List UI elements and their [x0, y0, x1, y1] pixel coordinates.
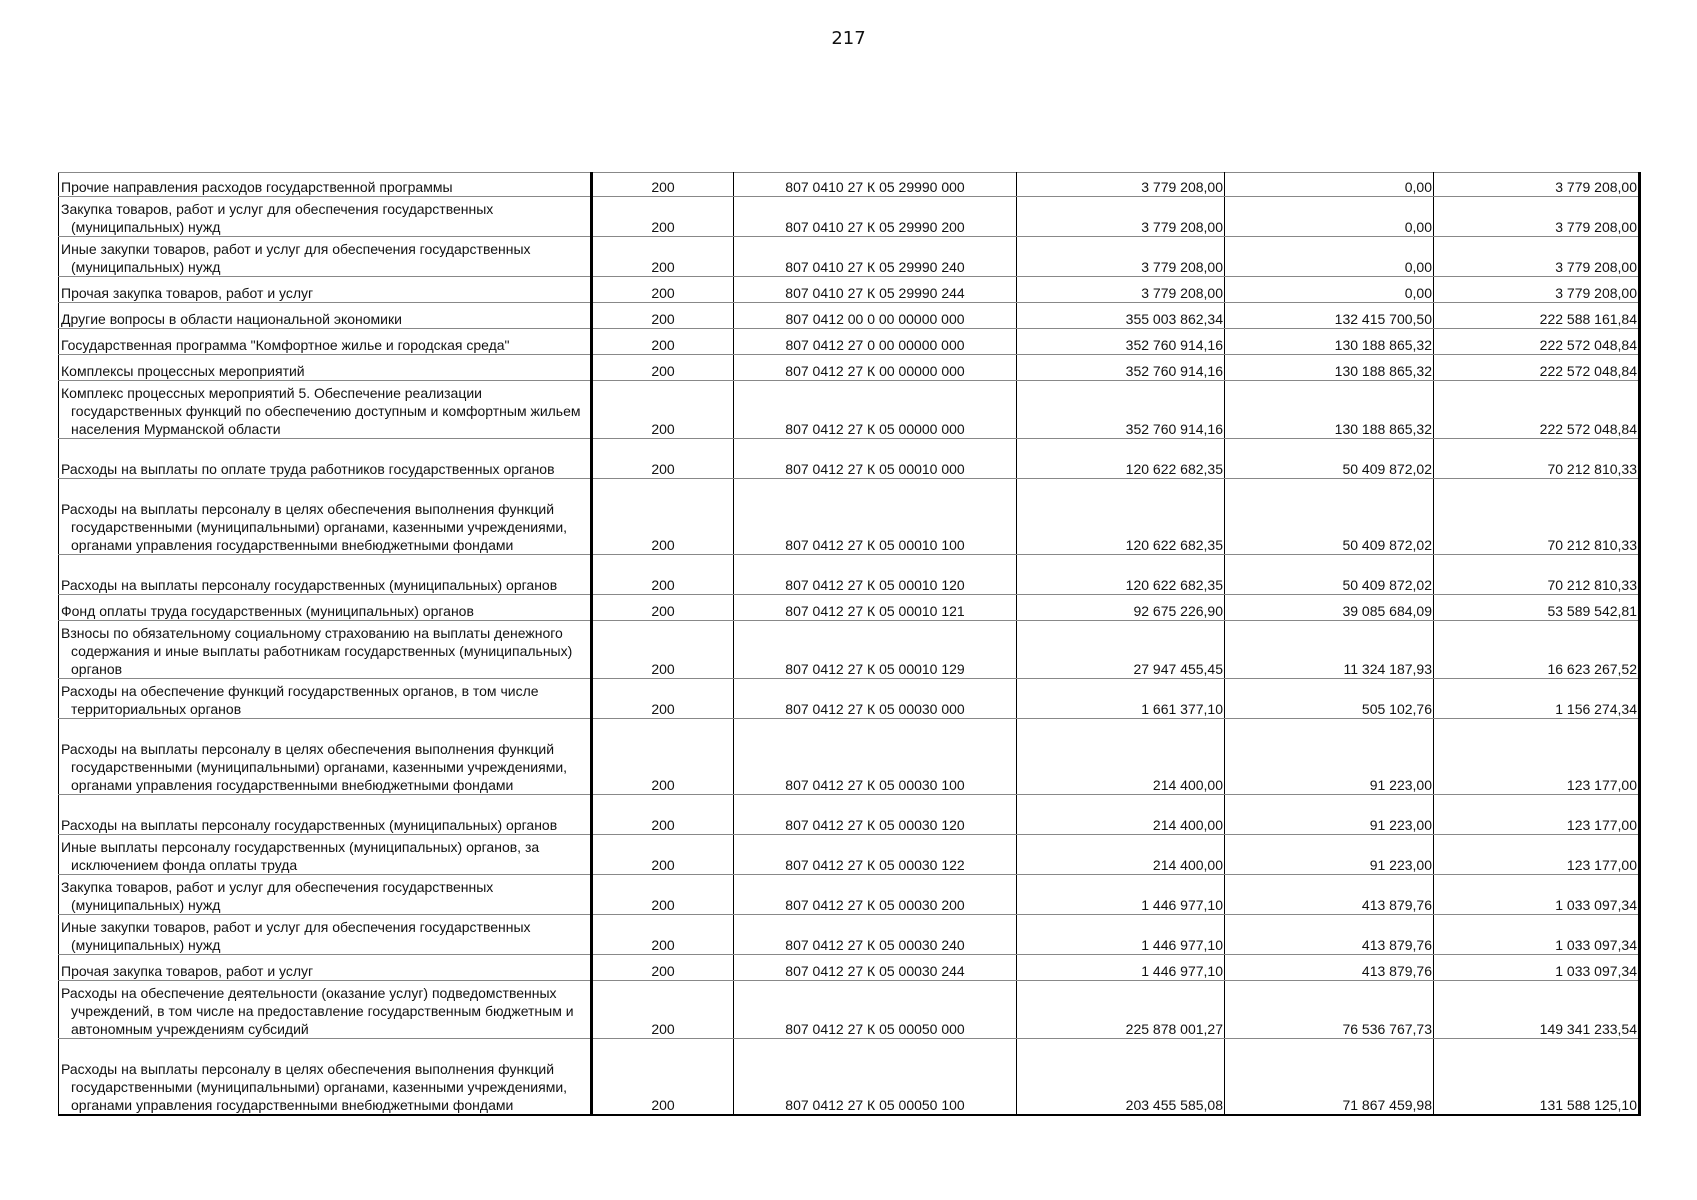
row-name-text: Прочая закупка товаров, работ и услуг — [61, 285, 314, 301]
row-remaining-amount-cell: 3 779 208,00 — [1434, 173, 1640, 197]
row-remaining-amount-cell: 123 177,00 — [1434, 835, 1640, 875]
row-name-cell — [59, 1039, 592, 1115]
row-line-code-cell: 200 — [592, 719, 734, 795]
row-line-code-cell: 200 — [592, 439, 734, 479]
row-name-text: Расходы на выплаты персоналу государственных (муниципальных) органов — [61, 817, 558, 833]
row-approved-amount-cell: 203 455 585,08 — [1017, 1039, 1225, 1115]
row-name-cell — [59, 555, 592, 595]
row-budget-code-cell: 807 0412 27 К 00 00000 000 — [734, 355, 1017, 381]
row-executed-amount-cell: 130 188 865,32 — [1225, 329, 1434, 355]
row-budget-code-cell: 807 0412 27 К 05 00010 120 — [734, 555, 1017, 595]
row-executed-amount-cell: 76 536 767,73 — [1225, 981, 1434, 1039]
row-remaining-amount-cell: 3 779 208,00 — [1434, 277, 1640, 303]
row-name-cell — [59, 197, 592, 237]
row-name-cell — [59, 381, 592, 439]
table-row — [59, 173, 1640, 197]
table-row — [59, 679, 1640, 719]
row-name-cell — [59, 719, 592, 795]
row-name-text: Иные закупки товаров, работ и услуг для обеспечения государственных (муниципальных) нужд — [61, 241, 531, 275]
table-row — [59, 719, 1640, 795]
row-name-text: Расходы на выплаты персоналу в целях обеспечения выполнения функций государственными (муниципальными) органами, казенными учреждениями, органами управления государственными внебюджетными фондами — [61, 741, 568, 793]
row-approved-amount-cell: 352 760 914,16 — [1017, 355, 1225, 381]
row-budget-code-cell: 807 0412 27 К 05 00030 200 — [734, 875, 1017, 915]
row-name-cell — [59, 955, 592, 981]
row-approved-amount-cell: 1 446 977,10 — [1017, 875, 1225, 915]
row-budget-code-cell: 807 0410 27 К 05 29990 244 — [734, 277, 1017, 303]
budget-table-body — [59, 173, 1640, 1115]
row-line-code-cell: 200 — [592, 1039, 734, 1115]
row-approved-amount-cell: 3 779 208,00 — [1017, 197, 1225, 237]
row-executed-amount-cell: 0,00 — [1225, 197, 1434, 237]
row-remaining-amount-cell: 16 623 267,52 — [1434, 621, 1640, 679]
row-executed-amount-cell: 130 188 865,32 — [1225, 355, 1434, 381]
row-line-code-cell: 200 — [592, 875, 734, 915]
row-executed-amount-cell: 11 324 187,93 — [1225, 621, 1434, 679]
row-budget-code-cell: 807 0412 27 К 05 00000 000 — [734, 381, 1017, 439]
row-name-text: Иные выплаты персоналу государственных (муниципальных) органов, за исключением фонда оплаты труда — [61, 839, 540, 873]
row-line-code-cell: 200 — [592, 621, 734, 679]
row-budget-code-cell: 807 0412 27 К 05 00030 240 — [734, 915, 1017, 955]
row-remaining-amount-cell: 123 177,00 — [1434, 795, 1640, 835]
row-name-cell — [59, 981, 592, 1039]
row-name-cell — [59, 303, 592, 329]
row-remaining-amount-cell: 70 212 810,33 — [1434, 439, 1640, 479]
row-name-text: Государственная программа "Комфортное жилье и городская среда" — [61, 337, 510, 353]
row-approved-amount-cell: 225 878 001,27 — [1017, 981, 1225, 1039]
row-name-cell — [59, 329, 592, 355]
row-name-text: Расходы на выплаты персоналу в целях обеспечения выполнения функций государственными (муниципальными) органами, казенными учреждениями, органами управления государственными внебюджетными фондами — [61, 1060, 568, 1113]
row-remaining-amount-cell: 222 572 048,84 — [1434, 329, 1640, 355]
row-name-text: Комплексы процессных мероприятий — [61, 363, 305, 379]
row-name-text: Взносы по обязательному социальному страхованию на выплаты денежного содержания и иные выплаты работникам государственных (муниципальных) органов — [61, 625, 573, 677]
row-line-code-cell: 200 — [592, 555, 734, 595]
row-executed-amount-cell: 91 223,00 — [1225, 795, 1434, 835]
row-budget-code-cell: 807 0412 27 К 05 00010 000 — [734, 439, 1017, 479]
row-name-cell — [59, 439, 592, 479]
row-remaining-amount-cell: 222 572 048,84 — [1434, 355, 1640, 381]
row-name-cell — [59, 679, 592, 719]
row-approved-amount-cell: 92 675 226,90 — [1017, 595, 1225, 621]
row-approved-amount-cell: 352 760 914,16 — [1017, 381, 1225, 439]
row-line-code-cell: 200 — [592, 329, 734, 355]
row-executed-amount-cell: 0,00 — [1225, 277, 1434, 303]
row-approved-amount-cell: 120 622 682,35 — [1017, 439, 1225, 479]
row-remaining-amount-cell: 1 033 097,34 — [1434, 875, 1640, 915]
row-line-code-cell: 200 — [592, 237, 734, 277]
row-name-cell — [59, 875, 592, 915]
row-name-cell — [59, 237, 592, 277]
table-row — [59, 479, 1640, 555]
row-name-text: Расходы на выплаты персоналу государственных (муниципальных) органов — [61, 577, 558, 593]
table-row — [59, 595, 1640, 621]
row-budget-code-cell: 807 0412 27 К 05 00030 100 — [734, 719, 1017, 795]
table-row — [59, 621, 1640, 679]
row-executed-amount-cell: 413 879,76 — [1225, 915, 1434, 955]
table-row — [59, 835, 1640, 875]
row-line-code-cell: 200 — [592, 173, 734, 197]
row-line-code-cell: 200 — [592, 381, 734, 439]
row-remaining-amount-cell: 222 572 048,84 — [1434, 381, 1640, 439]
row-name-cell — [59, 915, 592, 955]
row-budget-code-cell: 807 0412 00 0 00 00000 000 — [734, 303, 1017, 329]
row-budget-code-cell: 807 0410 27 К 05 29990 240 — [734, 237, 1017, 277]
row-name-cell — [59, 835, 592, 875]
row-line-code-cell: 200 — [592, 981, 734, 1039]
row-name-cell — [59, 621, 592, 679]
row-executed-amount-cell: 130 188 865,32 — [1225, 381, 1434, 439]
row-remaining-amount-cell: 53 589 542,81 — [1434, 595, 1640, 621]
row-executed-amount-cell: 91 223,00 — [1225, 835, 1434, 875]
row-name-text: Комплекс процессных мероприятий 5. Обеспечение реализации государственных функций по обеспечению доступным и комфортным жильем населения Мурманской области — [61, 385, 581, 437]
row-budget-code-cell: 807 0412 27 К 05 00010 121 — [734, 595, 1017, 621]
row-line-code-cell: 200 — [592, 835, 734, 875]
row-remaining-amount-cell: 1 156 274,34 — [1434, 679, 1640, 719]
row-line-code-cell: 200 — [592, 795, 734, 835]
row-executed-amount-cell: 413 879,76 — [1225, 875, 1434, 915]
row-remaining-amount-cell: 1 033 097,34 — [1434, 955, 1640, 981]
row-approved-amount-cell: 120 622 682,35 — [1017, 555, 1225, 595]
table-row — [59, 555, 1640, 595]
row-remaining-amount-cell: 70 212 810,33 — [1434, 555, 1640, 595]
row-approved-amount-cell: 214 400,00 — [1017, 795, 1225, 835]
row-name-text: Прочая закупка товаров, работ и услуг — [61, 963, 314, 979]
row-approved-amount-cell: 1 446 977,10 — [1017, 915, 1225, 955]
row-approved-amount-cell: 120 622 682,35 — [1017, 479, 1225, 555]
budget-table — [58, 172, 1641, 1116]
row-remaining-amount-cell: 149 341 233,54 — [1434, 981, 1640, 1039]
row-name-text: Прочие направления расходов государственной программы — [61, 179, 453, 195]
row-remaining-amount-cell: 222 588 161,84 — [1434, 303, 1640, 329]
row-executed-amount-cell: 0,00 — [1225, 237, 1434, 277]
row-executed-amount-cell: 71 867 459,98 — [1225, 1039, 1434, 1115]
row-executed-amount-cell: 50 409 872,02 — [1225, 479, 1434, 555]
row-line-code-cell: 200 — [592, 197, 734, 237]
row-executed-amount-cell: 0,00 — [1225, 173, 1434, 197]
row-approved-amount-cell: 1 446 977,10 — [1017, 955, 1225, 981]
table-row — [59, 329, 1640, 355]
row-budget-code-cell: 807 0412 27 К 05 00030 000 — [734, 679, 1017, 719]
row-remaining-amount-cell: 70 212 810,33 — [1434, 479, 1640, 555]
row-executed-amount-cell: 50 409 872,02 — [1225, 555, 1434, 595]
row-executed-amount-cell: 505 102,76 — [1225, 679, 1434, 719]
row-budget-code-cell: 807 0412 27 К 05 00030 122 — [734, 835, 1017, 875]
row-executed-amount-cell: 91 223,00 — [1225, 719, 1434, 795]
row-approved-amount-cell: 27 947 455,45 — [1017, 621, 1225, 679]
row-name-text: Другие вопросы в области национальной экономики — [61, 311, 402, 327]
row-name-text: Закупка товаров, работ и услуг для обеспечения государственных (муниципальных) нужд — [61, 879, 494, 913]
table-row — [59, 303, 1640, 329]
row-name-cell — [59, 595, 592, 621]
row-name-cell — [59, 173, 592, 197]
row-approved-amount-cell: 1 661 377,10 — [1017, 679, 1225, 719]
table-row — [59, 981, 1640, 1039]
table-row — [59, 795, 1640, 835]
row-name-text: Фонд оплаты труда государственных (муниципальных) органов — [61, 603, 474, 619]
row-budget-code-cell: 807 0412 27 К 05 00030 120 — [734, 795, 1017, 835]
table-row — [59, 277, 1640, 303]
page-number: 217 — [831, 28, 866, 49]
row-name-text: Расходы на выплаты персоналу в целях обеспечения выполнения функций государственными (муниципальными) органами, казенными учреждениями, органами управления государственными внебюджетными фондами — [61, 501, 568, 553]
row-budget-code-cell: 807 0412 27 К 05 00050 000 — [734, 981, 1017, 1039]
row-approved-amount-cell: 214 400,00 — [1017, 835, 1225, 875]
table-row — [59, 237, 1640, 277]
row-approved-amount-cell: 352 760 914,16 — [1017, 329, 1225, 355]
row-budget-code-cell: 807 0412 27 К 05 00030 244 — [734, 955, 1017, 981]
row-approved-amount-cell: 3 779 208,00 — [1017, 237, 1225, 277]
row-name-text: Расходы на обеспечение функций государственных органов, в том числе территориальных органов — [61, 683, 539, 717]
row-executed-amount-cell: 132 415 700,50 — [1225, 303, 1434, 329]
row-line-code-cell: 200 — [592, 915, 734, 955]
row-line-code-cell: 200 — [592, 277, 734, 303]
row-remaining-amount-cell: 3 779 208,00 — [1434, 197, 1640, 237]
table-row — [59, 355, 1640, 381]
row-executed-amount-cell: 39 085 684,09 — [1225, 595, 1434, 621]
row-name-cell — [59, 795, 592, 835]
row-name-cell — [59, 355, 592, 381]
row-line-code-cell: 200 — [592, 955, 734, 981]
row-remaining-amount-cell: 1 033 097,34 — [1434, 915, 1640, 955]
row-approved-amount-cell: 355 003 862,34 — [1017, 303, 1225, 329]
row-name-cell — [59, 479, 592, 555]
row-budget-code-cell: 807 0410 27 К 05 29990 000 — [734, 173, 1017, 197]
row-remaining-amount-cell: 131 588 125,10 — [1434, 1039, 1640, 1115]
row-remaining-amount-cell: 123 177,00 — [1434, 719, 1640, 795]
row-name-cell — [59, 277, 592, 303]
row-executed-amount-cell: 50 409 872,02 — [1225, 439, 1434, 479]
row-budget-code-cell: 807 0412 27 К 05 00050 100 — [734, 1039, 1017, 1115]
row-executed-amount-cell: 413 879,76 — [1225, 955, 1434, 981]
row-budget-code-cell: 807 0410 27 К 05 29990 200 — [734, 197, 1017, 237]
table-row — [59, 1039, 1640, 1115]
row-line-code-cell: 200 — [592, 679, 734, 719]
row-name-text: Закупка товаров, работ и услуг для обеспечения государственных (муниципальных) нужд — [61, 201, 494, 235]
row-approved-amount-cell: 214 400,00 — [1017, 719, 1225, 795]
row-name-text: Расходы на обеспечение деятельности (оказание услуг) подведомственных учреждений, в том числе на предоставление государственным бюджетным и автономным учреждениям субсидий — [61, 985, 574, 1037]
row-line-code-cell: 200 — [592, 355, 734, 381]
row-line-code-cell: 200 — [592, 303, 734, 329]
row-name-text: Расходы на выплаты по оплате труда работников государственных органов — [61, 461, 555, 477]
table-row — [59, 915, 1640, 955]
table-row — [59, 875, 1640, 915]
row-budget-code-cell: 807 0412 27 0 00 00000 000 — [734, 329, 1017, 355]
table-row — [59, 381, 1640, 439]
row-budget-code-cell: 807 0412 27 К 05 00010 100 — [734, 479, 1017, 555]
table-row — [59, 955, 1640, 981]
row-line-code-cell: 200 — [592, 479, 734, 555]
table-row — [59, 439, 1640, 479]
row-budget-code-cell: 807 0412 27 К 05 00010 129 — [734, 621, 1017, 679]
row-remaining-amount-cell: 3 779 208,00 — [1434, 237, 1640, 277]
row-name-text: Иные закупки товаров, работ и услуг для обеспечения государственных (муниципальных) нужд — [61, 919, 531, 953]
table-row — [59, 197, 1640, 237]
row-approved-amount-cell: 3 779 208,00 — [1017, 173, 1225, 197]
row-approved-amount-cell: 3 779 208,00 — [1017, 277, 1225, 303]
row-line-code-cell: 200 — [592, 595, 734, 621]
